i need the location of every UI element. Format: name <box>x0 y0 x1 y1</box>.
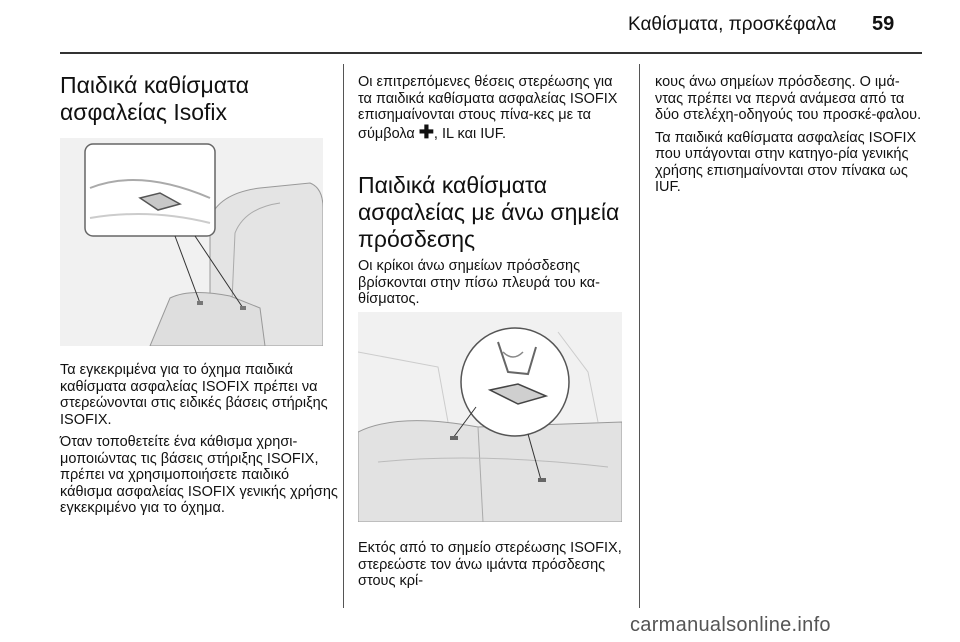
isofix-illustration <box>60 138 323 346</box>
tether-paragraph: Οι κρίκοι άνω σημείων πρόσδεσης βρίσκονται στην πίσω πλευρά του κα‐θίσματος. <box>358 258 600 307</box>
left-column-body <box>60 362 338 523</box>
tether-illustration <box>358 312 622 522</box>
middle-column-bottom <box>358 540 626 596</box>
isofix-paragraph-2: Όταν τοποθετείτε ένα κάθισμα χρησι‐μοποιώντας τις βάσεις στήριξης ISOFIX, πρέπει να χρησιμοποιήσετε παιδικό κάθισμα ασφαλείας ISOFIX γενικής χρήσης εγκεκριμένο για το όχημα. <box>60 434 338 516</box>
section-heading-top-tether: Παιδικά καθίσματα ασφαλείας με άνω σημεία πρόσδεσης <box>358 172 620 252</box>
header-title: Καθίσματα, προσκέφαλα <box>628 14 837 35</box>
iuf-paragraph: Τα παιδικά καθίσματα ασφαλείας ISOFIX που υπάγονται στην κατηγο‐ρία γενικής χρήσης επισημαίνονται στον πίνακα ως IUF. <box>655 129 917 195</box>
isofix-figure <box>60 138 323 346</box>
tether-continued-paragraph: κους άνω σημείων πρόσδεσης. Ο ιμά‐ντας πρέπει να περνά ανάμεσα από τα δύο στελέχη-οδηγούς του προσκέ‐φαλου. <box>655 74 922 123</box>
right-column <box>655 74 925 202</box>
isofix-paragraph-1: Τα εγκεκριμένα για το όχημα παιδικά καθίσματα ασφαλείας ISOFIX πρέπει να στερεώνονται στις ειδικές βάσεις στήριξης ISOFIX. <box>60 362 328 428</box>
plus-symbol-icon: ✚ <box>418 121 434 142</box>
page-number: 59 <box>872 13 895 35</box>
positions-paragraph <box>358 74 626 142</box>
header-rule <box>60 52 922 54</box>
middle-column-body <box>358 258 626 314</box>
left-column <box>60 72 335 126</box>
positions-text-end: , IL και IUF. <box>433 125 507 142</box>
tether-figure <box>358 312 622 522</box>
tether-instruction-paragraph: Εκτός από το σημείο στερέωσης ISOFIX, στερεώστε τον άνω ιμάντα πρόσδεσης στους κρί‐ <box>358 540 622 589</box>
column-divider-2 <box>639 64 640 608</box>
column-divider-1 <box>343 64 344 608</box>
middle-column-top <box>358 74 626 148</box>
watermark: carmanualsonline.info <box>630 614 831 636</box>
positions-text: Οι επιτρεπόμενες θέσεις στερέωσης για τα παιδικά καθίσματα ασφαλείας ISOFIX επισημαίνονται στους πίνα‐κες με τα σύμβολα <box>358 74 618 142</box>
section-heading-isofix: Παιδικά καθίσματα ασφαλείας Isofix <box>60 72 250 125</box>
